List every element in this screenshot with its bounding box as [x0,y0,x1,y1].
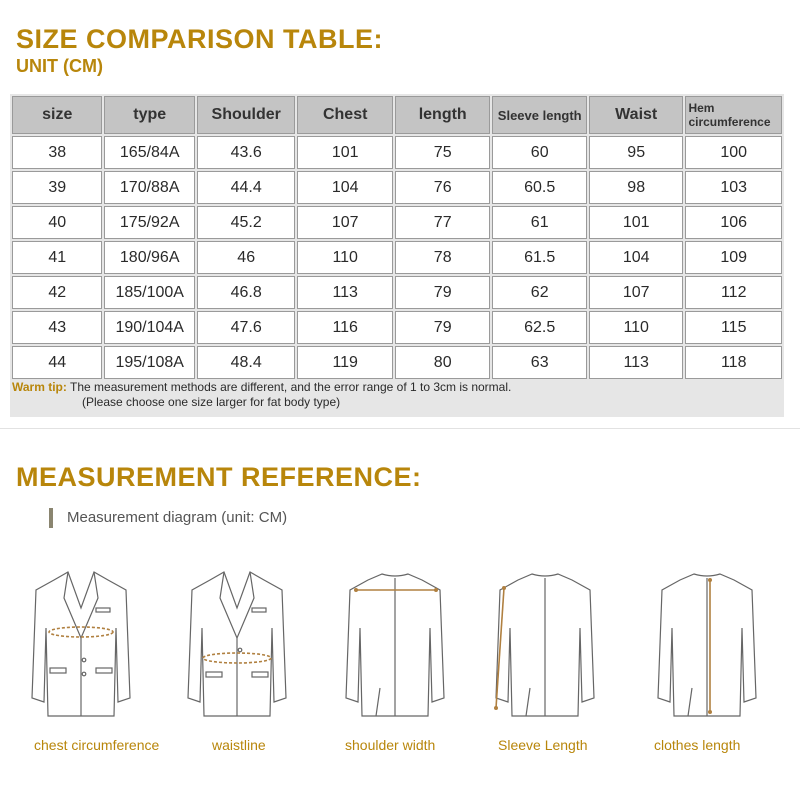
size-table-container [10,94,784,417]
table-cell: 75 [395,136,491,169]
unit-label: UNIT (CM) [16,56,103,76]
table-cell: 115 [685,311,782,344]
table-cell: 175/92A [104,206,194,239]
caption-waist: waistline [212,737,266,753]
table-cell: 76 [395,171,491,204]
warm-tip-line2: (Please choose one size larger for fat body type) [82,395,341,409]
table-cell: 46.8 [197,276,296,309]
caption-sleeve: Sleeve Length [498,737,588,753]
table-cell: 190/104A [104,311,194,344]
header-length: length [395,96,491,134]
table-cell: 40 [12,206,102,239]
table-cell: 116 [297,311,393,344]
table-cell: 63 [492,346,587,379]
jacket-length-icon [652,568,762,718]
table-cell: 101 [297,136,393,169]
header-sleeve-length: Sleeve length [492,96,587,134]
warm-tip-label: Warm tip: [12,380,67,394]
table-cell: 80 [395,346,491,379]
table-cell: 107 [589,276,684,309]
header-size: size [12,96,102,134]
header-waist: Waist [589,96,684,134]
header-hem-circumference: Hem circumference [685,96,782,134]
jacket-waist-icon [182,568,292,718]
table-cell: 112 [685,276,782,309]
table-header-row [12,96,782,134]
caption-shoulder: shoulder width [345,737,436,753]
table-cell: 38 [12,136,102,169]
table-cell: 165/84A [104,136,194,169]
table-cell: 78 [395,241,491,274]
table-cell: 103 [685,171,782,204]
header-shoulder: Shoulder [197,96,296,134]
table-row [12,346,782,379]
measurement-title: MEASUREMENT REFERENCE: [16,462,422,492]
table-cell: 79 [395,276,491,309]
table-cell: 61 [492,206,587,239]
size-table [10,94,784,381]
table-cell: 43.6 [197,136,296,169]
table-cell: 100 [685,136,782,169]
table-cell: 185/100A [104,276,194,309]
table-cell: 44 [12,346,102,379]
table-row [12,136,782,169]
table-cell: 119 [297,346,393,379]
table-cell: 77 [395,206,491,239]
table-cell: 43 [12,311,102,344]
table-cell: 62.5 [492,311,587,344]
table-cell: 113 [589,346,684,379]
table-cell: 170/88A [104,171,194,204]
table-cell: 95 [589,136,684,169]
table-cell: 45.2 [197,206,296,239]
table-cell: 107 [297,206,393,239]
table-row [12,206,782,239]
table-row [12,171,782,204]
size-table-title: SIZE COMPARISON TABLE: [16,24,383,54]
table-cell: 110 [297,241,393,274]
table-cell: 41 [12,241,102,274]
jacket-chest-icon [26,568,136,718]
section-divider [0,428,800,429]
table-row [12,311,782,344]
table-cell: 101 [589,206,684,239]
table-cell: 46 [197,241,296,274]
diagram-label: Measurement diagram (unit: CM) [67,509,288,526]
table-cell: 47.6 [197,311,296,344]
table-cell: 48.4 [197,346,296,379]
table-row [12,241,782,274]
table-cell: 104 [297,171,393,204]
table-cell: 61.5 [492,241,587,274]
table-cell: 104 [589,241,684,274]
table-cell: 180/96A [104,241,194,274]
table-cell: 79 [395,311,491,344]
table-row [12,276,782,309]
table-cell: 118 [685,346,782,379]
jacket-shoulder-icon [340,568,450,718]
table-cell: 62 [492,276,587,309]
table-cell: 106 [685,206,782,239]
warm-tip [12,380,511,410]
caption-chest: chest circumference [34,737,160,753]
table-cell: 109 [685,241,782,274]
table-cell: 39 [12,171,102,204]
warm-tip-line1: The measurement methods are different, and the error range of 1 to 3cm is normal. [70,380,512,394]
table-cell: 113 [297,276,393,309]
table-cell: 60.5 [492,171,587,204]
caption-length: clothes length [654,737,741,753]
header-type: type [104,96,194,134]
jacket-sleeve-icon [490,568,600,718]
table-cell: 110 [589,311,684,344]
table-cell: 42 [12,276,102,309]
table-cell: 44.4 [197,171,296,204]
table-cell: 60 [492,136,587,169]
table-cell: 195/108A [104,346,194,379]
header-chest: Chest [297,96,393,134]
table-cell: 98 [589,171,684,204]
diagram-label-bar [49,508,53,528]
